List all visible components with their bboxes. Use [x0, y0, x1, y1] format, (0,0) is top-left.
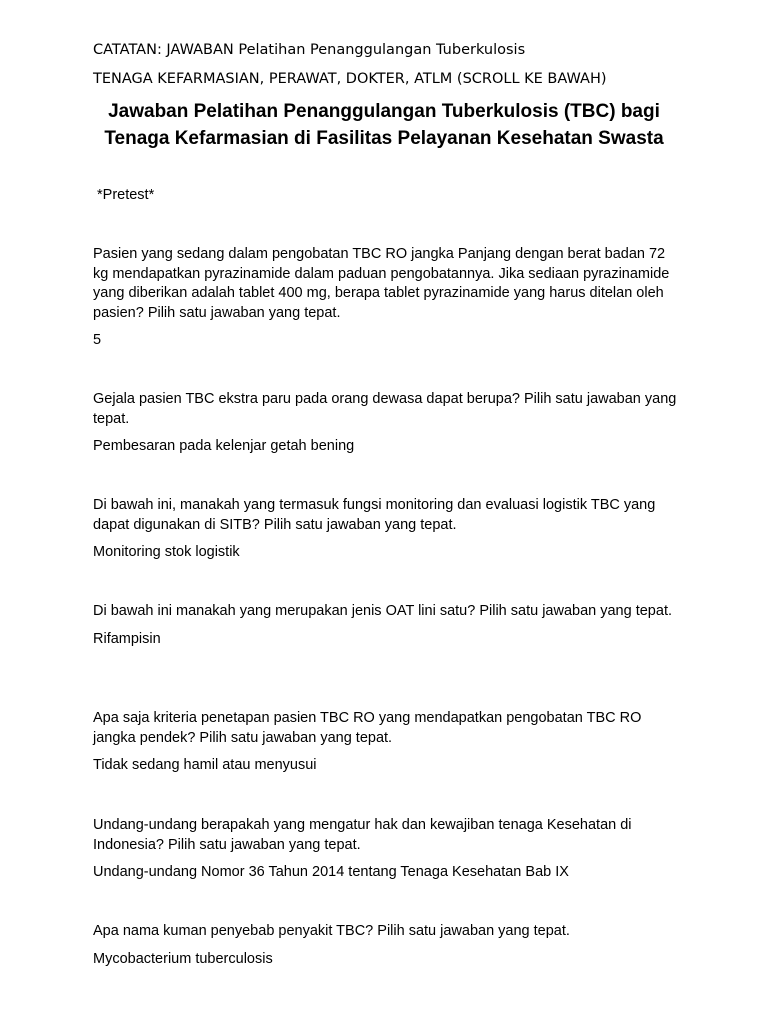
document-title: Jawaban Pelatihan Penanggulangan Tuberkulosis (TBC) bagi Tenaga Kefarmasian di Fasilitas Pelayanan Kesehatan Swasta — [104, 101, 664, 149]
answer-text: Undang-undang Nomor 36 Tahun 2014 tentang Tenaga Kesehatan Bab IX — [93, 864, 569, 880]
question-text: Di bawah ini manakah yang merupakan jenis OAT lini satu? Pilih satu jawaban yang tepat. — [93, 603, 672, 619]
question-text: Undang-undang berapakah yang mengatur hak dan kewajiban tenaga Kesehatan di Indonesia? Pilih satu jawaban yang tepat. — [93, 817, 632, 853]
question-text: Apa saja kriteria penetapan pasien TBC RO yang mendapatkan pengobatan TBC RO jangka pendek? Pilih satu jawaban yang tepat. — [93, 710, 642, 746]
note-line-1: CATATAN: JAWABAN Pelatihan Penanggulangan Tuberkulosis — [93, 42, 526, 58]
question-text: Apa nama kuman penyebab penyakit TBC? Pilih satu jawaban yang tepat. — [93, 923, 570, 939]
question-text: Gejala pasien TBC ekstra paru pada orang dewasa dapat berupa? Pilih satu jawaban yang tepat. — [93, 391, 677, 427]
answer-text: 5 — [93, 332, 102, 348]
note-line-2: TENAGA KEFARMASIAN, PERAWAT, DOKTER, ATLM (SCROLL KE BAWAH) — [93, 71, 607, 87]
qa-item — [93, 816, 683, 883]
answer-text: Tidak sedang hamil atau menyusui — [93, 757, 317, 773]
answer-text: Mycobacterium tuberculosis — [93, 950, 273, 967]
question-text: Di bawah ini, manakah yang termasuk fungsi monitoring dan evaluasi logistik TBC yang dapat digunakan di SITB? Pilih satu jawaban yang tepat. — [93, 497, 656, 533]
answer-text: Pembesaran pada kelenjar getah bening — [93, 438, 355, 454]
qa-item — [93, 602, 683, 649]
qa-item — [93, 709, 683, 776]
answer-text: Monitoring stok logistik — [93, 544, 240, 560]
qa-item — [93, 245, 683, 351]
question-text: Pasien yang sedang dalam pengobatan TBC RO jangka Panjang dengan berat badan 72 kg mendapatkan pyrazinamide dalam paduan pengobatannya. Jika sediaan pyrazinamide yang diberikan adalah tablet 400 mg, berapa tablet pyrazinamide yang harus ditelan oleh pasien? Pilih satu jawaban yang tepat. — [93, 246, 670, 321]
qa-item — [93, 390, 683, 457]
qa-item — [93, 922, 683, 969]
qa-item — [93, 496, 683, 563]
section-label: *Pretest* — [97, 187, 155, 203]
answer-text: Rifampisin — [93, 630, 161, 647]
